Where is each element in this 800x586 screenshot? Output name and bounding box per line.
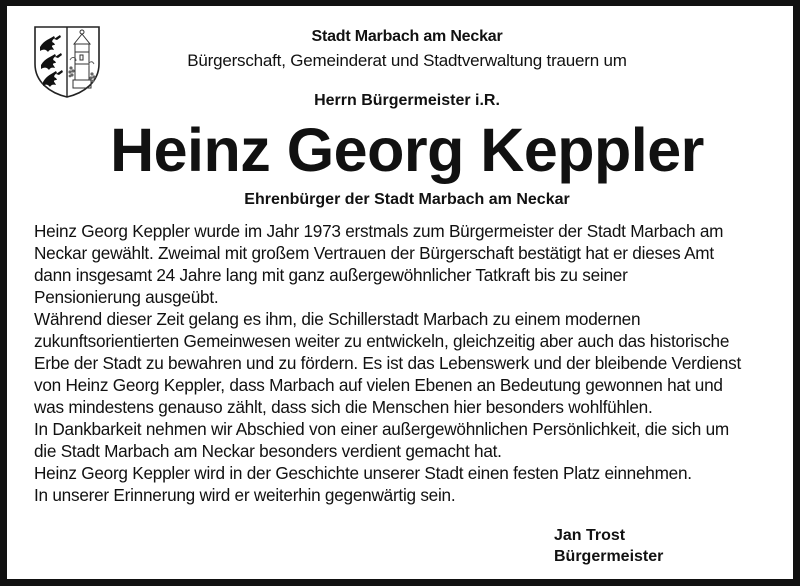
body-line: Während dieser Zeit gelang es ihm, die Schillerstadt Marbach zu einem modernen: [34, 309, 641, 329]
deceased-name: Heinz Georg Keppler: [110, 116, 704, 184]
body-line: Neckar gewählt. Zweimal mit großem Vertrauen der Bürgerschaft bestätigt hat er dieses Amt: [34, 243, 714, 263]
signature-block: [554, 525, 663, 567]
body-line: Pensionierung ausgeübt.: [34, 287, 219, 307]
town-heading: Stadt Marbach am Neckar: [311, 28, 503, 45]
paragraph-gratitude: [34, 418, 794, 462]
body-line: von Heinz Georg Keppler, dass Marbach auf vielen Ebenen an Bedeutung gewonnen hat und: [34, 375, 723, 395]
mourners-line: Bürgerschaft, Gemeinderat und Stadtverwaltung trauern um: [187, 51, 627, 70]
honorific-title: Herrn Bürgermeister i.R.: [314, 92, 500, 109]
signatory-title: Bürgermeister: [554, 548, 664, 565]
paragraph-career: [34, 220, 794, 308]
obituary-body: [34, 220, 794, 506]
body-line: In unserer Erinnerung wird er weiterhin gegenwärtig sein.: [34, 485, 456, 505]
body-line: In Dankbarkeit nehmen wir Abschied von einer außergewöhnlichen Persönlichkeit, die sich um: [34, 419, 729, 439]
body-line: zukunftsorientierten Gemeinwesen weiter zu entwickeln, gleichzeitig aber auch das historische: [34, 331, 730, 351]
body-line: Heinz Georg Keppler wird in der Geschichte unserer Stadt einen festen Platz einnehmen.: [34, 463, 692, 483]
body-line: die Stadt Marbach am Neckar besonders verdient gemacht hat.: [34, 441, 502, 461]
signatory-name: Jan Trost: [554, 527, 626, 544]
honorary-citizen-subtitle: Ehrenbürger der Stadt Marbach am Neckar: [244, 191, 570, 208]
paragraph-legacy: [34, 308, 794, 418]
body-line: was mindestens genauso zählt, dass sich die Menschen hier besonders wohlfühlen.: [34, 397, 653, 417]
body-line: Heinz Georg Keppler wurde im Jahr 1973 erstmals zum Bürgermeister der Stadt Marbach am: [34, 221, 724, 241]
body-line: Erbe der Stadt zu bewahren und zu fördern. Es ist das Lebenswerk und der bleibende Verdienst: [34, 353, 741, 373]
paragraph-remembrance: [34, 462, 794, 506]
body-line: dann insgesamt 24 Jahre lang mit ganz außergewöhnlicher Tatkraft bis zu seiner: [34, 265, 628, 285]
